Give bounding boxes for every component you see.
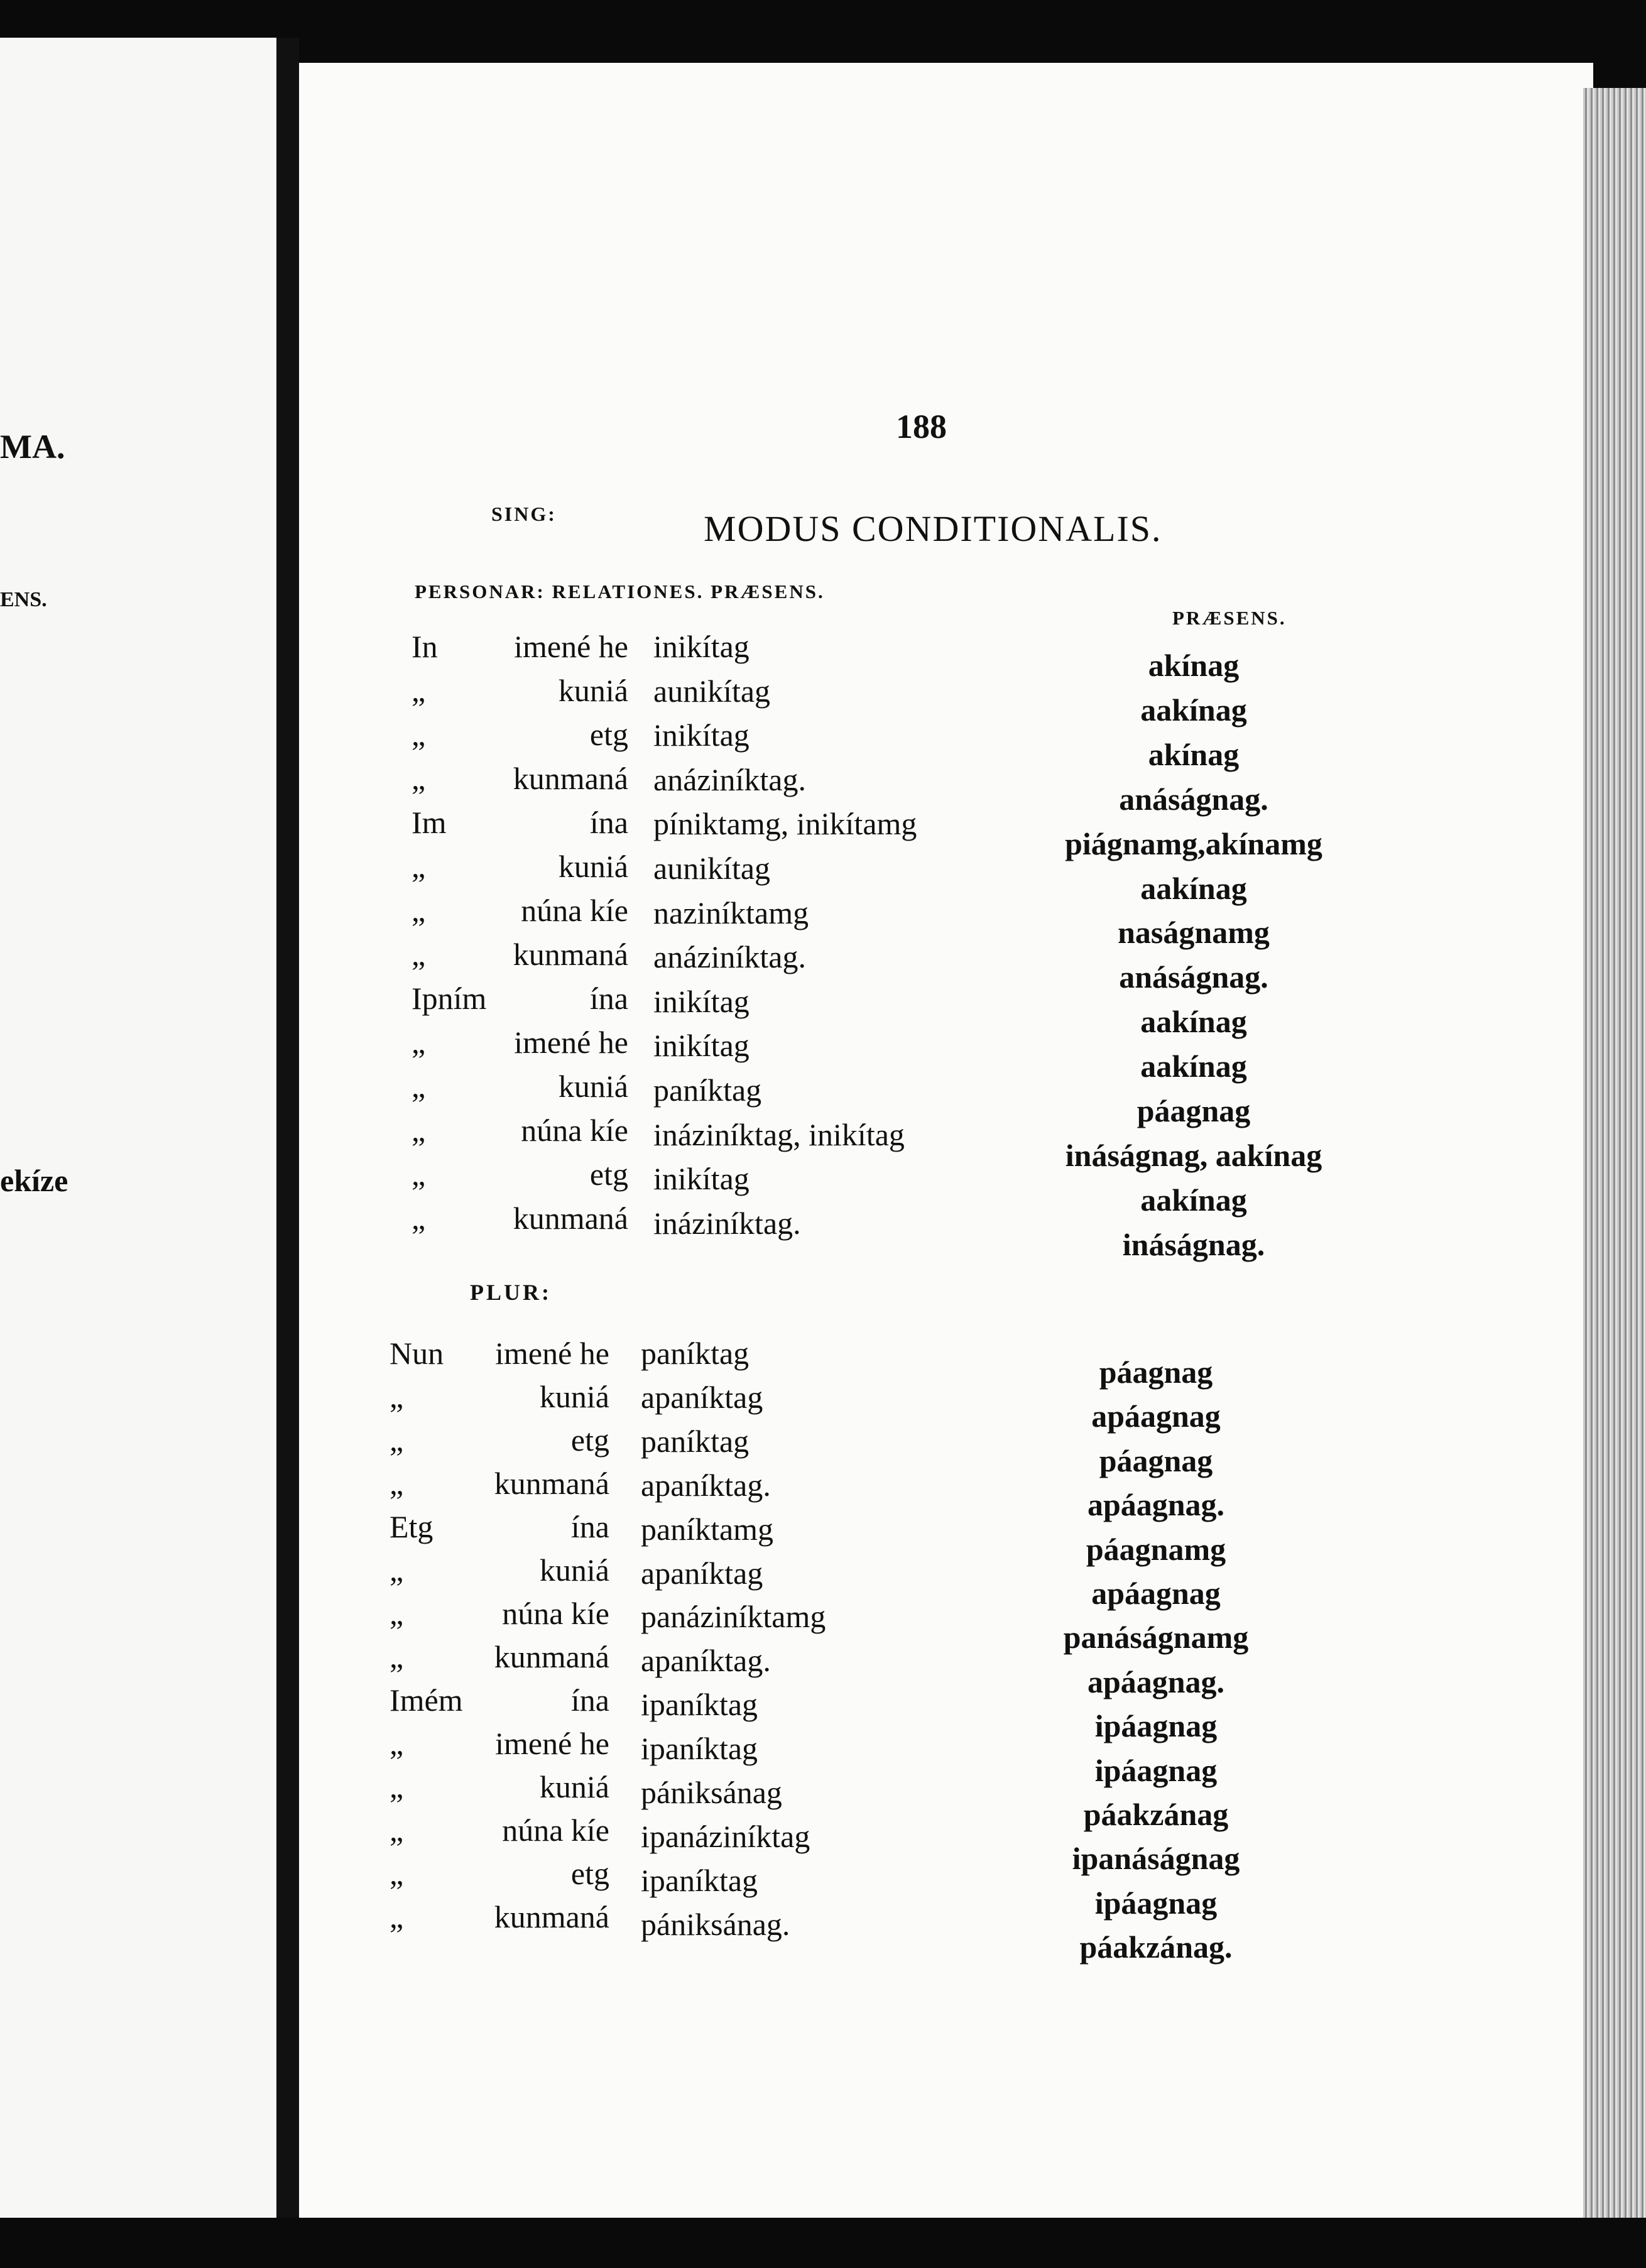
relation-cell: kuniá	[558, 673, 628, 708]
relation-cell: imené he	[495, 1726, 609, 1761]
pronoun-cell: Imém	[390, 1682, 463, 1718]
form-cell-present-1: inikítag	[653, 983, 749, 1019]
conjugation-row	[0, 672, 1646, 728]
conjugation-row	[0, 628, 1646, 683]
form-cell-present-1: pániksánag	[641, 1775, 782, 1810]
form-cell-present-2: ináságnag, aakínag	[1065, 1137, 1322, 1173]
relation-cell: núna kíe	[521, 893, 628, 928]
relation-cell: ína	[570, 1682, 609, 1718]
pronoun-cell: „	[390, 1726, 404, 1761]
conjugation-row	[0, 1508, 1646, 1567]
pronoun-cell: „	[412, 673, 426, 708]
relation-cell: imené he	[495, 1336, 609, 1371]
form-cell-present-1: pániksánag.	[641, 1906, 790, 1942]
form-cell-present-1: ináziníktag, inikítag	[653, 1116, 905, 1152]
page-number: 188	[896, 408, 947, 445]
pronoun-cell: „	[412, 1201, 426, 1236]
relation-cell: kuniá	[558, 1069, 628, 1104]
form-cell-present-1: ipaníktag	[641, 1731, 758, 1767]
conjugation-row	[0, 1552, 1646, 1611]
conjugation-row	[0, 892, 1646, 951]
form-cell-present-1: anáziníktag.	[653, 761, 806, 797]
form-cell-present-2: aakínag	[1140, 1182, 1247, 1218]
conjugation-row	[0, 936, 1646, 995]
facing-page-fragment: MA.	[0, 428, 65, 466]
form-cell-present-2: ipáagnag	[1094, 1885, 1218, 1921]
pronoun-cell: „	[412, 1069, 426, 1104]
form-cell-present-2: apáagnag.	[1087, 1487, 1225, 1523]
form-cell-present-1: inikítag	[653, 717, 749, 753]
form-cell-present-2: ipáagnag	[1094, 1708, 1218, 1744]
conjugation-row	[0, 1899, 1646, 1965]
form-cell-present-2: apáagnag	[1091, 1398, 1221, 1434]
form-cell-present-2: piágnamg,akínamg	[1065, 826, 1322, 861]
form-cell-present-1: ipaníktag	[641, 1687, 758, 1723]
relation-cell: etg	[589, 1157, 628, 1192]
conjugation-row	[0, 1422, 1646, 1478]
form-cell-present-2: apáagnag.	[1087, 1664, 1225, 1699]
relation-cell: ína	[589, 805, 628, 840]
pronoun-cell: „	[412, 1025, 426, 1060]
form-cell-present-2: akínag	[1148, 648, 1240, 683]
form-cell-present-1: paníktag	[641, 1423, 749, 1459]
relation-cell: kunmaná	[494, 1639, 609, 1674]
pronoun-cell: Etg	[390, 1509, 433, 1544]
form-cell-present-2: akínag	[1148, 736, 1240, 772]
relation-cell: núna kíe	[502, 1813, 609, 1848]
relation-cell: etg	[589, 717, 628, 752]
pronoun-cell: „	[390, 1379, 404, 1414]
conjugation-row	[0, 848, 1646, 906]
form-cell-present-2: páagnamg	[1086, 1531, 1226, 1567]
form-cell-present-1: aunikítag	[653, 673, 771, 709]
relation-cell: kuniá	[539, 1552, 609, 1588]
form-cell-present-2: ináságnag.	[1122, 1226, 1265, 1262]
form-cell-present-2: aakínag	[1140, 1049, 1247, 1084]
pronoun-cell: „	[390, 1466, 404, 1501]
column-header-left: PERSONAR: RELATIONES. PRÆSENS.	[415, 581, 825, 602]
relation-cell: kuniá	[539, 1769, 609, 1804]
form-cell-present-1: píniktamg, inikítamg	[653, 806, 917, 842]
pronoun-cell: „	[390, 1769, 404, 1804]
conjugation-row	[0, 1156, 1646, 1218]
relation-cell: etg	[570, 1856, 609, 1891]
form-cell-present-2: páakzánag.	[1079, 1929, 1233, 1965]
form-cell-present-2: anáságnag.	[1119, 959, 1268, 995]
conjugation-row	[0, 1378, 1646, 1434]
plural-label: PLUR:	[470, 1280, 552, 1305]
form-cell-present-1: ipaníktag	[641, 1862, 758, 1898]
form-cell-present-1: inikítag	[653, 629, 749, 664]
pronoun-cell: „	[412, 849, 426, 884]
form-cell-present-2: aakínag	[1140, 692, 1247, 728]
form-cell-present-1: apaníktag.	[641, 1467, 771, 1503]
conjugation-row	[0, 1024, 1646, 1084]
pronoun-cell: „	[412, 893, 426, 928]
conjugation-row	[0, 760, 1646, 817]
conjugation-row	[0, 804, 1646, 861]
singular-label: SING:	[491, 503, 557, 525]
form-cell-present-2: páakzánag	[1083, 1797, 1229, 1832]
form-cell-present-1: paníktag	[641, 1336, 749, 1371]
form-cell-present-1: panáziníktamg	[641, 1599, 826, 1635]
form-cell-present-1: ipanáziníktag	[641, 1818, 810, 1854]
pronoun-cell: „	[390, 1596, 404, 1631]
conjugation-row	[0, 1465, 1646, 1523]
relation-cell: ína	[570, 1509, 609, 1544]
facing-page-fragment: ENS.	[0, 588, 47, 611]
pronoun-cell: „	[412, 937, 426, 972]
conjugation-row	[0, 1595, 1646, 1655]
form-cell-present-2: aakínag	[1140, 1004, 1247, 1040]
page-title: MODUS CONDITIONALIS.	[704, 508, 1162, 549]
pronoun-cell: Im	[412, 805, 447, 840]
facing-page-fragment: ekíze	[0, 1163, 68, 1198]
conjugation-row	[0, 1200, 1646, 1262]
pronoun-cell: „	[412, 1157, 426, 1192]
form-cell-present-1: inikítag	[653, 1161, 749, 1197]
form-cell-present-2: páagnag	[1099, 1355, 1213, 1390]
relation-cell: imené he	[514, 629, 628, 664]
pronoun-cell: „	[412, 1113, 426, 1148]
relation-cell: kunmaná	[513, 1201, 628, 1236]
conjugation-row	[0, 1638, 1646, 1699]
form-cell-present-2: panáságnamg	[1063, 1620, 1249, 1655]
conjugation-row	[0, 1068, 1646, 1128]
pronoun-cell: „	[390, 1856, 404, 1891]
conjugation-row	[0, 980, 1646, 1040]
relation-cell: kunmaná	[494, 1466, 609, 1501]
relation-cell: imené he	[514, 1025, 628, 1060]
form-cell-present-1: apaníktag	[641, 1555, 763, 1591]
conjugation-row	[0, 716, 1646, 772]
form-cell-present-2: páagnag	[1099, 1442, 1213, 1478]
relation-cell: núna kíe	[521, 1113, 628, 1148]
pronoun-cell: „	[390, 1552, 404, 1588]
form-cell-present-2: anáságnag.	[1119, 781, 1268, 817]
pronoun-cell: „	[390, 1813, 404, 1848]
relation-cell: kuniá	[539, 1379, 609, 1414]
form-cell-present-1: apaníktag	[641, 1379, 763, 1415]
pronoun-cell: „	[412, 761, 426, 796]
relation-cell: kunmaná	[513, 937, 628, 972]
pronoun-cell: Ipním	[412, 981, 487, 1016]
relation-cell: ína	[589, 981, 628, 1016]
form-cell-present-2: naságnamg	[1118, 915, 1270, 951]
relation-cell: núna kíe	[502, 1596, 609, 1631]
form-cell-present-2: páagnag	[1136, 1093, 1251, 1128]
form-cell-present-1: paníktag	[653, 1072, 762, 1108]
relation-cell: kuniá	[558, 849, 628, 884]
conjugation-row	[0, 1335, 1646, 1390]
pronoun-cell: „	[412, 717, 426, 752]
form-cell-present-1: aunikítag	[653, 851, 771, 886]
form-cell-present-2: apáagnag	[1091, 1576, 1221, 1611]
form-cell-present-1: apaníktag.	[641, 1643, 771, 1679]
relation-cell: kunmaná	[513, 761, 628, 796]
form-cell-present-1: anáziníktag.	[653, 939, 806, 975]
form-cell-present-1: paníktamg	[641, 1511, 774, 1547]
pronoun-cell: „	[390, 1639, 404, 1674]
form-cell-present-1: ináziníktag.	[653, 1205, 801, 1241]
form-cell-present-1: naziníktamg	[653, 895, 809, 930]
form-cell-present-1: inikítag	[653, 1028, 749, 1064]
relation-cell: etg	[570, 1422, 609, 1458]
column-header-right: PRÆSENS.	[1172, 607, 1287, 629]
form-cell-present-2: aakínag	[1140, 870, 1247, 906]
form-cell-present-2: ipáagnag	[1094, 1752, 1218, 1788]
form-cell-present-2: ipanáságnag	[1072, 1841, 1240, 1877]
pronoun-cell: „	[390, 1422, 404, 1458]
conjugation-row	[0, 1112, 1646, 1173]
pronoun-cell: „	[390, 1899, 404, 1934]
pronoun-cell: Nun	[390, 1336, 444, 1371]
pronoun-cell: In	[412, 629, 438, 664]
relation-cell: kunmaná	[494, 1899, 609, 1934]
